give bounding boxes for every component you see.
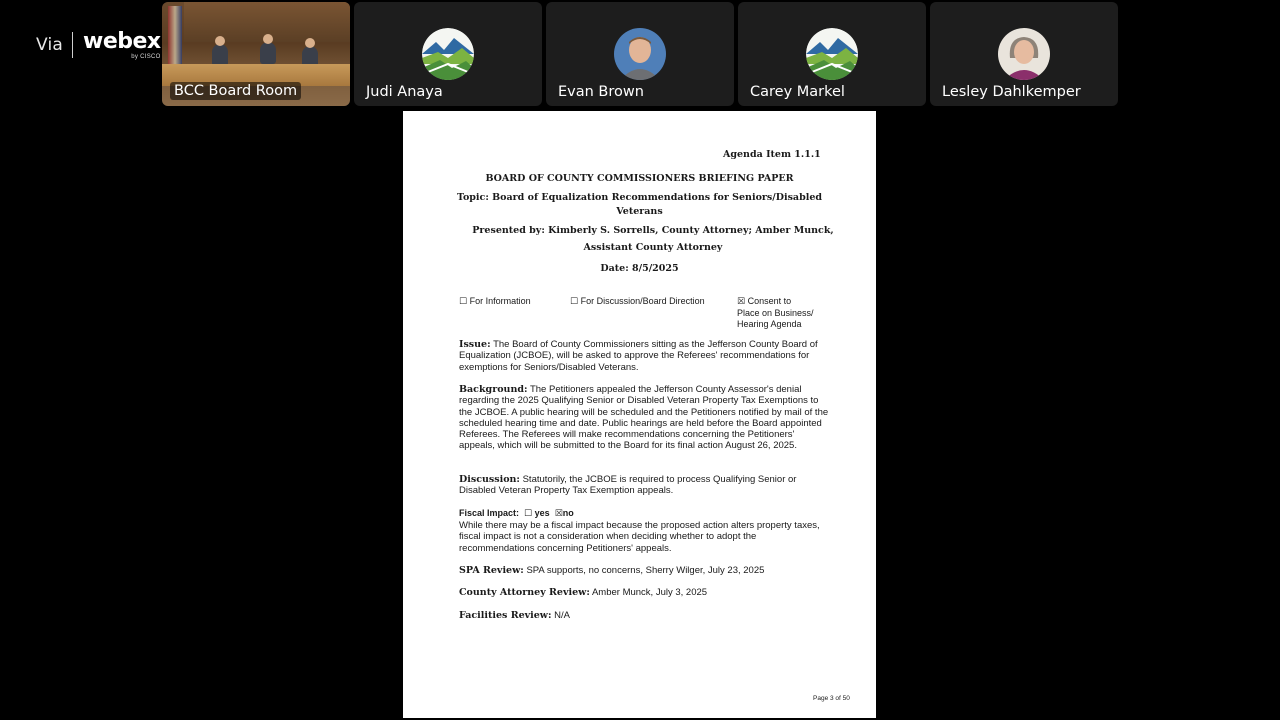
document-title: BOARD OF COUNTY COMMISSIONERS BRIEFING PAPER	[485, 173, 794, 184]
participant-tile-lesley-dahlkemper[interactable]	[930, 2, 1118, 106]
checkbox-checked-icon: ☒	[554, 509, 563, 519]
agenda-item-number: Agenda Item 1.1.1	[723, 149, 821, 160]
participant-name: Carey Markel	[750, 84, 845, 100]
checkbox-unchecked-icon: ☐	[570, 297, 579, 307]
participant-name: Evan Brown	[558, 84, 644, 100]
presented-by-line-1: Presented by: Kimberly S. Sorrells, County Attorney; Amber Munck,	[472, 225, 834, 236]
spa-review: SPA Review: SPA supports, no concerns, Sherry Wilger, July 23, 2025	[459, 565, 765, 576]
participant-name: Lesley Dahlkemper	[942, 84, 1081, 100]
option-consent: ☒ Consent to	[737, 296, 792, 307]
webex-logo	[83, 28, 161, 60]
participant-tile-evan-brown[interactable]	[546, 2, 734, 106]
option-consent-line-3: Hearing Agenda	[737, 319, 802, 329]
fiscal-impact-text: While there may be a fiscal impact because the proposed action alters property taxes, fiscal impact is not a consideration when deciding whether to adopt the recommendations concerning Petitioners' appeals.	[459, 520, 820, 554]
mountain-logo-icon	[806, 28, 858, 80]
participant-tile-judi-anaya[interactable]	[354, 2, 542, 106]
cisco-wordmark: by CISCO	[131, 53, 161, 60]
county-attorney-review: County Attorney Review: Amber Munck, July 3, 2025	[459, 587, 708, 598]
webex-wordmark: webex	[83, 28, 161, 54]
participant-name: BCC Board Room	[170, 82, 301, 100]
participant-tile-bcc-board-room[interactable]	[162, 2, 350, 106]
facilities-review: Facilities Review: N/A	[459, 610, 570, 621]
checkbox-checked-icon: ☒	[737, 297, 746, 307]
checkbox-unchecked-icon: ☐	[459, 297, 468, 307]
discussion-section: Discussion: Statutorily, the JCBOE is required to process Qualifying Senior or Disabled Veteran Property Tax Exemption appeals.	[459, 474, 797, 497]
issue-section: Issue: The Board of County Commissioners sitting as the Jefferson County Board of Equalization (JCBOE), will be asked to approve the Referees' recommendations for exemptions for Seniors/Disabled Veterans.	[459, 339, 818, 373]
option-for-information: ☐ For Information	[459, 296, 531, 307]
option-for-discussion: ☐ For Discussion/Board Direction	[570, 296, 705, 307]
user-photo-icon	[998, 28, 1050, 80]
shared-document-page	[403, 111, 876, 718]
background-section: Background: The Petitioners appealed the Jefferson County Assessor's denial regarding the 2025 Qualifying Senior or Disabled Veteran Property Tax Exemptions to the JCBOE. A public hearing will be scheduled and the Petitioners notified by mail of the scheduled hearing time and date. Public hearings are held before the Board appointed Referees. The Referees will make recommendations concerning the Petitioners' appeals, which will be submitted to the Board for its final action August 26, 2025.	[459, 384, 829, 452]
option-consent-line-2: Place on Business/	[737, 308, 814, 318]
checkbox-unchecked-icon: ☐	[524, 509, 533, 519]
topic-line-2: Veterans	[616, 206, 663, 217]
webex-branding	[36, 28, 161, 62]
page-number: Page 3 of 50	[813, 695, 850, 702]
participant-name: Judi Anaya	[366, 84, 443, 100]
topic-line-1: Topic: Board of Equalization Recommendations for Seniors/Disabled	[456, 192, 823, 203]
participant-tile-carey-markel[interactable]	[738, 2, 926, 106]
briefing-date: Date: 8/5/2025	[600, 263, 679, 274]
user-photo-icon	[614, 28, 666, 80]
via-label: Via	[36, 35, 63, 55]
brand-divider	[72, 32, 73, 58]
mountain-logo-icon	[422, 28, 474, 80]
presented-by-line-2: Assistant County Attorney	[583, 242, 723, 253]
fiscal-impact-options: Fiscal Impact: ☐ yes ☒no	[459, 508, 574, 519]
